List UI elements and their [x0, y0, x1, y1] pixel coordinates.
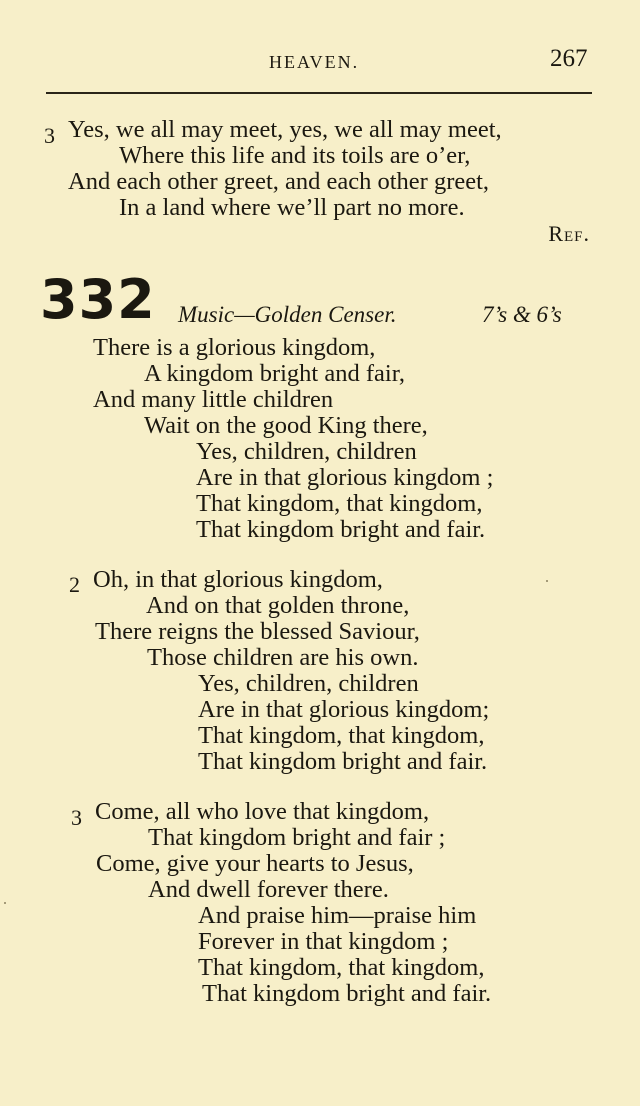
verse-line: That kingdom, that kingdom, — [198, 722, 485, 749]
verse-line: Yes, children, children — [198, 670, 419, 697]
verse-line: And praise him—praise him — [198, 902, 477, 929]
verse-line: Forever in that kingdom ; — [198, 928, 449, 955]
header-rule — [46, 92, 592, 94]
verse-line: That kingdom bright and fair. — [202, 980, 492, 1007]
paper-speck — [4, 902, 6, 904]
refrain-label: Ref. — [548, 221, 590, 246]
tune-name: Music—Golden Censer. — [178, 302, 397, 327]
verse-line: That kingdom bright and fair ; — [148, 824, 446, 851]
paper-speck — [546, 580, 548, 582]
verse-line: Are in that glorious kingdom; — [198, 696, 490, 723]
verse-line: That kingdom, that kingdom, — [198, 954, 485, 981]
verse-line: Yes, we all may meet, yes, we all may meet, — [68, 116, 502, 143]
verse-line: In a land where we’ll part no more. — [119, 194, 465, 221]
verse-line: Wait on the good King there, — [144, 412, 428, 439]
verse-line: That kingdom bright and fair. — [198, 748, 488, 775]
verse-line: Come, give your hearts to Jesus, — [96, 850, 414, 877]
verse-line: That kingdom bright and fair. — [196, 516, 486, 543]
page-number: 267 — [550, 45, 588, 72]
verse-line: Come, all who love that kingdom, — [95, 798, 430, 825]
verse-line: There reigns the blessed Saviour, — [95, 618, 420, 645]
verse-line: Are in that glorious kingdom ; — [196, 464, 494, 491]
verse-line: And each other greet, and each other greet, — [68, 168, 490, 195]
verse-line: There is a glorious kingdom, — [93, 334, 376, 361]
verse-line: And on that golden throne, — [146, 592, 410, 619]
hymn-number: 332 — [40, 268, 156, 331]
verse-line: Those children are his own. — [147, 644, 419, 671]
verse-line: A kingdom bright and fair, — [144, 360, 405, 387]
verse-line: Where this life and its toils are o’er, — [119, 142, 471, 169]
verse-line: Oh, in that glorious kingdom, — [93, 566, 383, 593]
meter: 7’s & 6’s — [482, 302, 562, 327]
verse-line: That kingdom, that kingdom, — [196, 490, 483, 517]
running-head: HEAVEN. — [269, 52, 360, 72]
verse-line: And dwell forever there. — [148, 876, 389, 903]
stanza-number: 3 — [71, 805, 82, 830]
stanza-number: 2 — [69, 572, 80, 597]
verse-line: And many little children — [93, 386, 334, 413]
verse-line: Yes, children, children — [196, 438, 417, 465]
stanza-number: 3 — [44, 123, 55, 148]
